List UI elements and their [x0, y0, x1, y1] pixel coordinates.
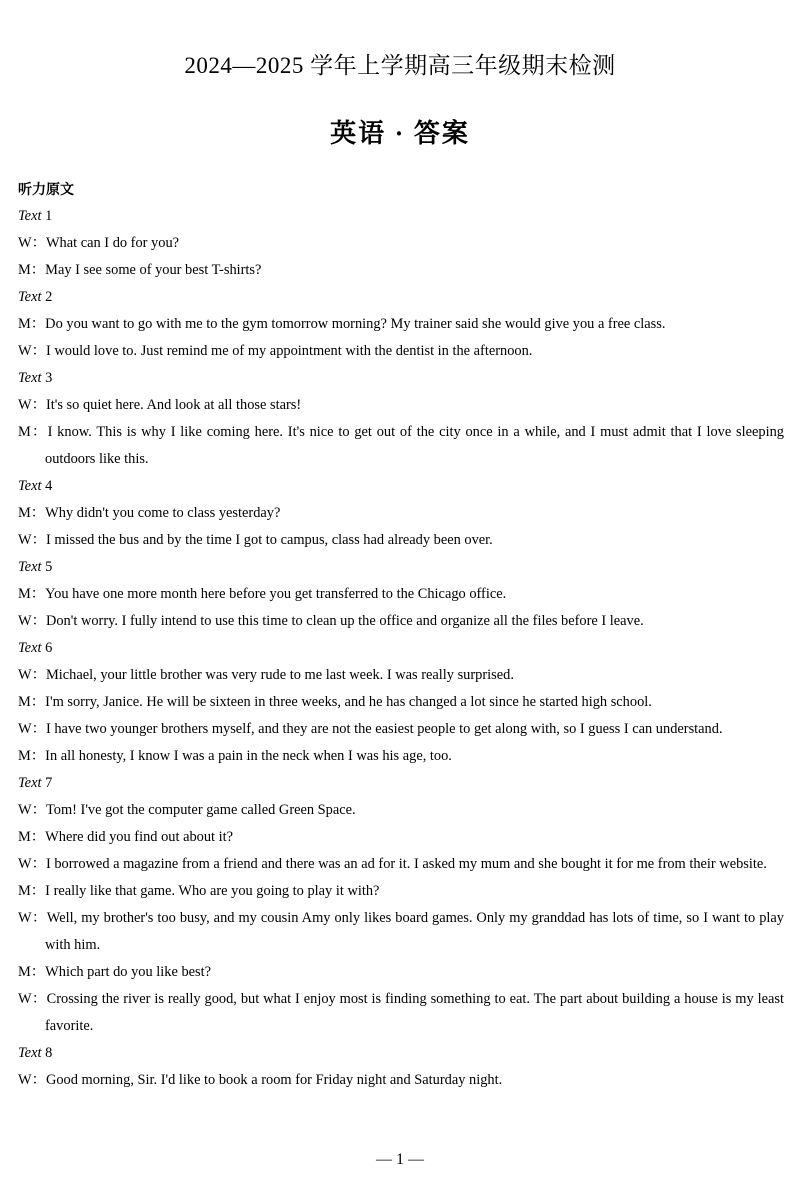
page-title: 2024—2025 学年上学期高三年级期末检测: [184, 53, 616, 78]
utterance: W：I have two younger brothers myself, and they are not the easiest people to get along with, so I guess I can understand.: [18, 721, 723, 737]
utterance: W：I missed the bus and by the time I got to campus, class had already been over.: [18, 532, 493, 548]
utterance: M：I know. This is why I like coming here. It's nice to get out of the city once in a while, and I must admit that I love sleeping outdoors like this.: [18, 424, 784, 467]
text-label: Text 6: [18, 640, 53, 656]
utterance: M：Which part do you like best?: [18, 964, 212, 980]
page-subtitle: 英语 · 答案: [330, 119, 470, 148]
utterance: M：I'm sorry, Janice. He will be sixteen in three weeks, and he has changed a lot since he started high school.: [18, 694, 652, 710]
utterance: W：Tom! I've got the computer game called Green Space.: [18, 802, 356, 818]
utterance: W：Well, my brother's too busy, and my cousin Amy only likes board games. Only my granddad has lots of time, so I want to play with him.: [18, 910, 784, 953]
utterance: M：You have one more month here before you get transferred to the Chicago office.: [18, 586, 507, 602]
utterance: W：Good morning, Sir. I'd like to book a room for Friday night and Saturday night.: [18, 1072, 503, 1088]
utterance: M：Why didn't you come to class yesterday?: [18, 505, 281, 521]
text-label: Text 4: [18, 478, 53, 494]
utterance: W：It's so quiet here. And look at all those stars!: [18, 397, 302, 413]
utterance: W：What can I do for you?: [18, 235, 180, 251]
text-label: Text 8: [18, 1045, 53, 1061]
utterance: M：Where did you find out about it?: [18, 829, 234, 845]
utterance: M：In all honesty, I know I was a pain in the neck when I was his age, too.: [18, 748, 452, 764]
text-label: Text 5: [18, 559, 53, 575]
transcript: [18, 203, 784, 1094]
text-label: Text 7: [18, 775, 53, 791]
page-number: — 1 —: [376, 1151, 424, 1168]
text-label: Text 2: [18, 289, 53, 305]
text-label: Text 3: [18, 370, 53, 386]
utterance: M：Do you want to go with me to the gym tomorrow morning? My trainer said she would give you a free class.: [18, 316, 666, 332]
text-label: Text 1: [18, 208, 53, 224]
utterance: W：Don't worry. I fully intend to use this time to clean up the office and organize all the files before I leave.: [18, 613, 644, 629]
utterance: M：I really like that game. Who are you going to play it with?: [18, 883, 380, 899]
utterance: W：I would love to. Just remind me of my appointment with the dentist in the afternoon.: [18, 343, 533, 359]
utterance: M：May I see some of your best T-shirts?: [18, 262, 262, 278]
utterance: W：I borrowed a magazine from a friend and there was an ad for it. I asked my mum and she bought it for me from their website.: [18, 856, 767, 872]
utterance: W：Michael, your little brother was very rude to me last week. I was really surprised.: [18, 667, 514, 683]
section-heading: 听力原文: [18, 182, 74, 198]
utterance: W：Crossing the river is really good, but what I enjoy most is finding something to eat. The part about building a house is my least favorite.: [18, 991, 784, 1034]
